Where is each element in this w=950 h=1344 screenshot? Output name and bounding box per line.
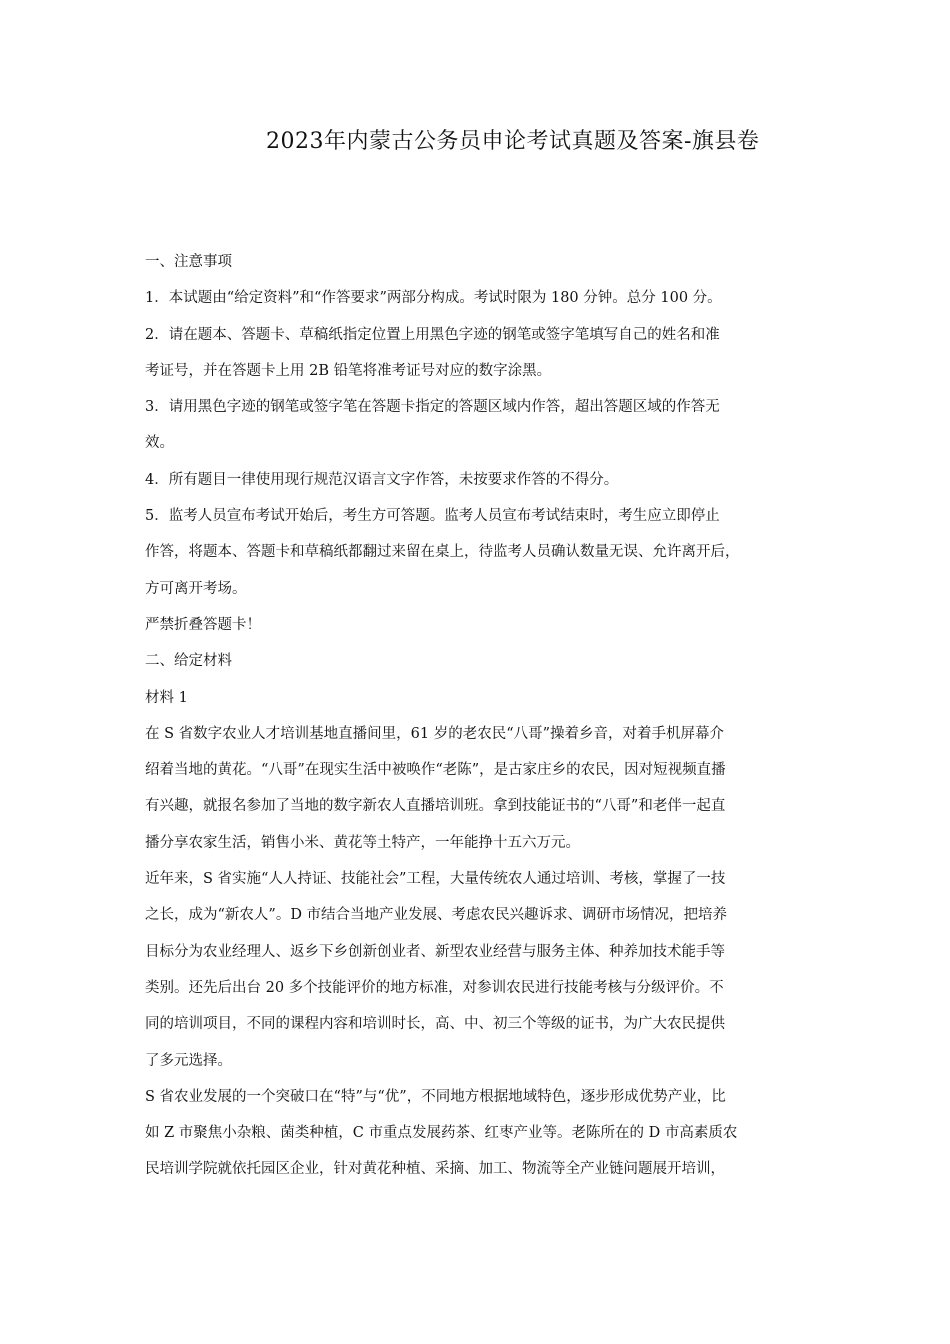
- document-title: 2023年内蒙古公务员申论考试真题及答案-旗县卷: [266, 129, 760, 154]
- text-line: 1．本试题由“给定资料”和“作答要求”两部分构成。考试时限为 180 分钟。总分 100 分。: [145, 290, 722, 307]
- text-line: 绍着当地的黄花。“八哥”在现实生活中被唤作“老陈”，是古家庄乡的农民，因对短视频直播: [145, 762, 726, 779]
- text-line: 目标分为农业经理人、返乡下乡创新创业者、新型农业经营与服务主体、种养加技术能手等: [145, 943, 725, 960]
- document-body: [145, 244, 865, 1188]
- section-heading: 一、注意事项: [145, 254, 232, 270]
- text-line: 严禁折叠答题卡！: [145, 616, 261, 633]
- text-line: 2．请在题本、答题卡、草稿纸指定位置上用黑色字迹的钢笔或签字笔填写自己的姓名和准: [145, 326, 720, 343]
- text-line: 5．监考人员宣布考试开始后，考生方可答题。监考人员宣布考试结束时，考生应立即停止: [145, 508, 720, 525]
- text-line: 了多元选择。: [145, 1052, 232, 1069]
- section-heading: 二、给定材料: [145, 653, 232, 670]
- text-line: 3．请用黑色字迹的钢笔或签字笔在答题卡指定的答题区域内作答，超出答题区域的作答无: [145, 399, 720, 416]
- text-line: 4．所有题目一律使用现行规范汉语言文字作答，未按要求作答的不得分。: [145, 471, 619, 488]
- text-line: 在 S 省数字农业人才培训基地直播间里，61 岁的老农民“八哥”操着乡音，对着手机屏幕介: [145, 725, 725, 742]
- text-line: 如 Z 市聚焦小杂粮、菌类种植，C 市重点发展药茶、红枣产业等。老陈所在的 D 市高素质农: [145, 1125, 738, 1142]
- text-line: S 省农业发展的一个突破口在“特”与“优”，不同地方根据地域特色，逐步形成优势产业，比: [145, 1088, 726, 1105]
- text-line: 类别。还先后出台 20 多个技能评价的地方标准，对参训农民进行技能考核与分级评价。不: [145, 979, 724, 996]
- text-line: 同的培训项目，不同的课程内容和培训时长，高、中、初三个等级的证书，为广大农民提供: [145, 1016, 725, 1033]
- text-line: 效。: [145, 435, 174, 452]
- text-line: 方可离开考场。: [145, 580, 247, 597]
- text-line: 作答，将题本、答题卡和草稿纸都翻过来留在桌上，待监考人员确认数量无误、允许离开后，: [145, 544, 740, 561]
- text-line: 有兴趣，就报名参加了当地的数字新农人直播培训班。拿到技能证书的“八哥”和老伴一起直: [145, 798, 726, 815]
- text-line: 播分享农家生活，销售小米、黄花等土特产，一年能挣十五六万元。: [145, 834, 580, 851]
- text-line: 近年来，S 省实施“人人持证、技能社会”工程，大量传统农人通过培训、考核，掌握了一技: [145, 871, 726, 888]
- text-line: 之长，成为“新农人”。D 市结合当地产业发展、考虑农民兴趣诉求、调研市场情况，把培养: [145, 907, 728, 924]
- text-line: 民培训学院就依托园区企业，针对黄花种植、采摘、加工、物流等全产业链问题展开培训，: [145, 1161, 725, 1178]
- text-line: 考证号，并在答题卡上用 2B 铅笔将准考证号对应的数字涂黑。: [145, 362, 552, 379]
- material-heading: 材料 1: [145, 689, 188, 706]
